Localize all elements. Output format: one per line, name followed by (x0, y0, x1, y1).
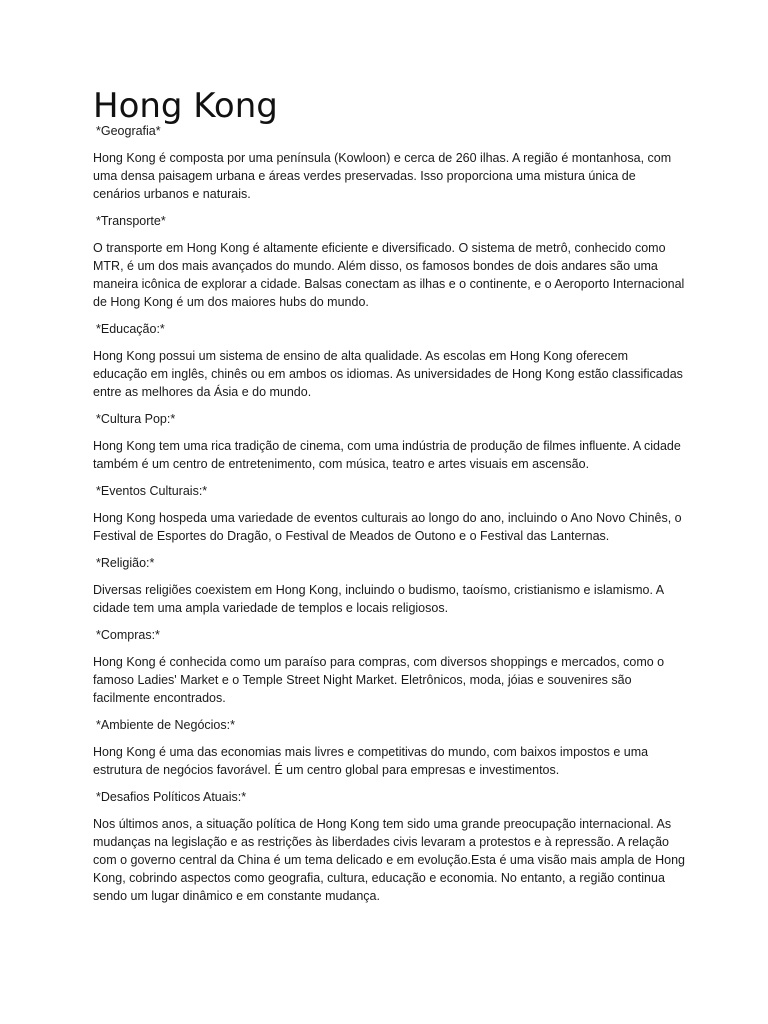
section-religiao (93, 554, 685, 617)
section-paragraph: Hong Kong tem uma rica tradição de cinema, com uma indústria de produção de filmes influente. A cidade também é um centro de entretenimento, com música, teatro e artes visuais em ascensão. (93, 439, 681, 471)
section-paragraph: Hong Kong hospeda uma variedade de eventos culturais ao longo do ano, incluindo o Ano Novo Chinês, o Festival de Esportes do Dragão, o Festival de Meados de Outono e o Festival das Lanternas. (93, 511, 682, 543)
section-heading: *Transporte* (96, 214, 166, 228)
section-compras (93, 626, 685, 707)
document-body (93, 122, 685, 905)
section-heading: *Desafios Políticos Atuais:* (96, 790, 247, 804)
section-heading: *Compras:* (96, 628, 160, 642)
section-desafios-politicos (93, 788, 685, 905)
section-heading: *Educação:* (96, 322, 165, 336)
section-paragraph: Hong Kong é composta por uma península (Kowloon) e cerca de 260 ilhas. A região é montanhosa, com uma densa paisagem urbana e áreas verdes preservadas. Isso proporciona uma mistura única de cenários urbanos e naturais. (93, 151, 672, 201)
section-heading: *Ambiente de Negócios:* (96, 718, 235, 732)
section-paragraph: O transporte em Hong Kong é altamente eficiente e diversificado. O sistema de metrô, conhecido como MTR, é um dos mais avançados do mundo. Além disso, os famosos bondes de dois andares são uma maneira icônica de explorar a cidade. Balsas conectam as ilhas e o continente, e o Aeroporto Internacional de Hong Kong é um dos maiores hubs do mundo. (93, 241, 685, 309)
section-heading: *Religião:* (96, 556, 155, 570)
document-title: Hong Kong (93, 86, 278, 126)
section-eventos-culturais (93, 482, 685, 545)
section-geografia (93, 122, 685, 203)
section-transporte (93, 212, 685, 311)
section-paragraph: Diversas religiões coexistem em Hong Kong, incluindo o budismo, taoísmo, cristianismo e islamismo. A cidade tem uma ampla variedade de templos e locais religiosos. (93, 583, 664, 615)
section-paragraph: Nos últimos anos, a situação política de Hong Kong tem sido uma grande preocupação internacional. As mudanças na legislação e as restrições às liberdades civis levaram a protestos e à repressão. A relação com o governo central da China é um tema delicado e em evolução.Esta é uma visão mais ampla de Hong Kong, cobrindo aspectos como geografia, cultura, educação e economia. No entanto, a região continua sendo um lugar dinâmico e em constante mudança. (93, 817, 685, 903)
section-heading: *Eventos Culturais:* (96, 484, 208, 498)
section-heading: *Cultura Pop:* (96, 412, 176, 426)
section-paragraph: Hong Kong é conhecida como um paraíso para compras, com diversos shoppings e mercados, como o famoso Ladies' Market e o Temple Street Night Market. Eletrônicos, moda, jóias e souvenires são facilmente encontrados. (93, 655, 665, 705)
section-educacao (93, 320, 685, 401)
section-paragraph: Hong Kong é uma das economias mais livres e competitivas do mundo, com baixos impostos e uma estrutura de negócios favorável. É um centro global para empresas e investimentos. (93, 745, 649, 777)
section-cultura-pop (93, 410, 685, 473)
section-heading: *Geografia* (96, 124, 161, 138)
section-paragraph: Hong Kong possui um sistema de ensino de alta qualidade. As escolas em Hong Kong oferecem educação em inglês, chinês ou em ambos os idiomas. As universidades de Hong Kong estão classificadas entre as melhores da Ásia e do mundo. (93, 349, 683, 399)
section-ambiente-de-negocios (93, 716, 685, 779)
document-page (93, 84, 685, 914)
